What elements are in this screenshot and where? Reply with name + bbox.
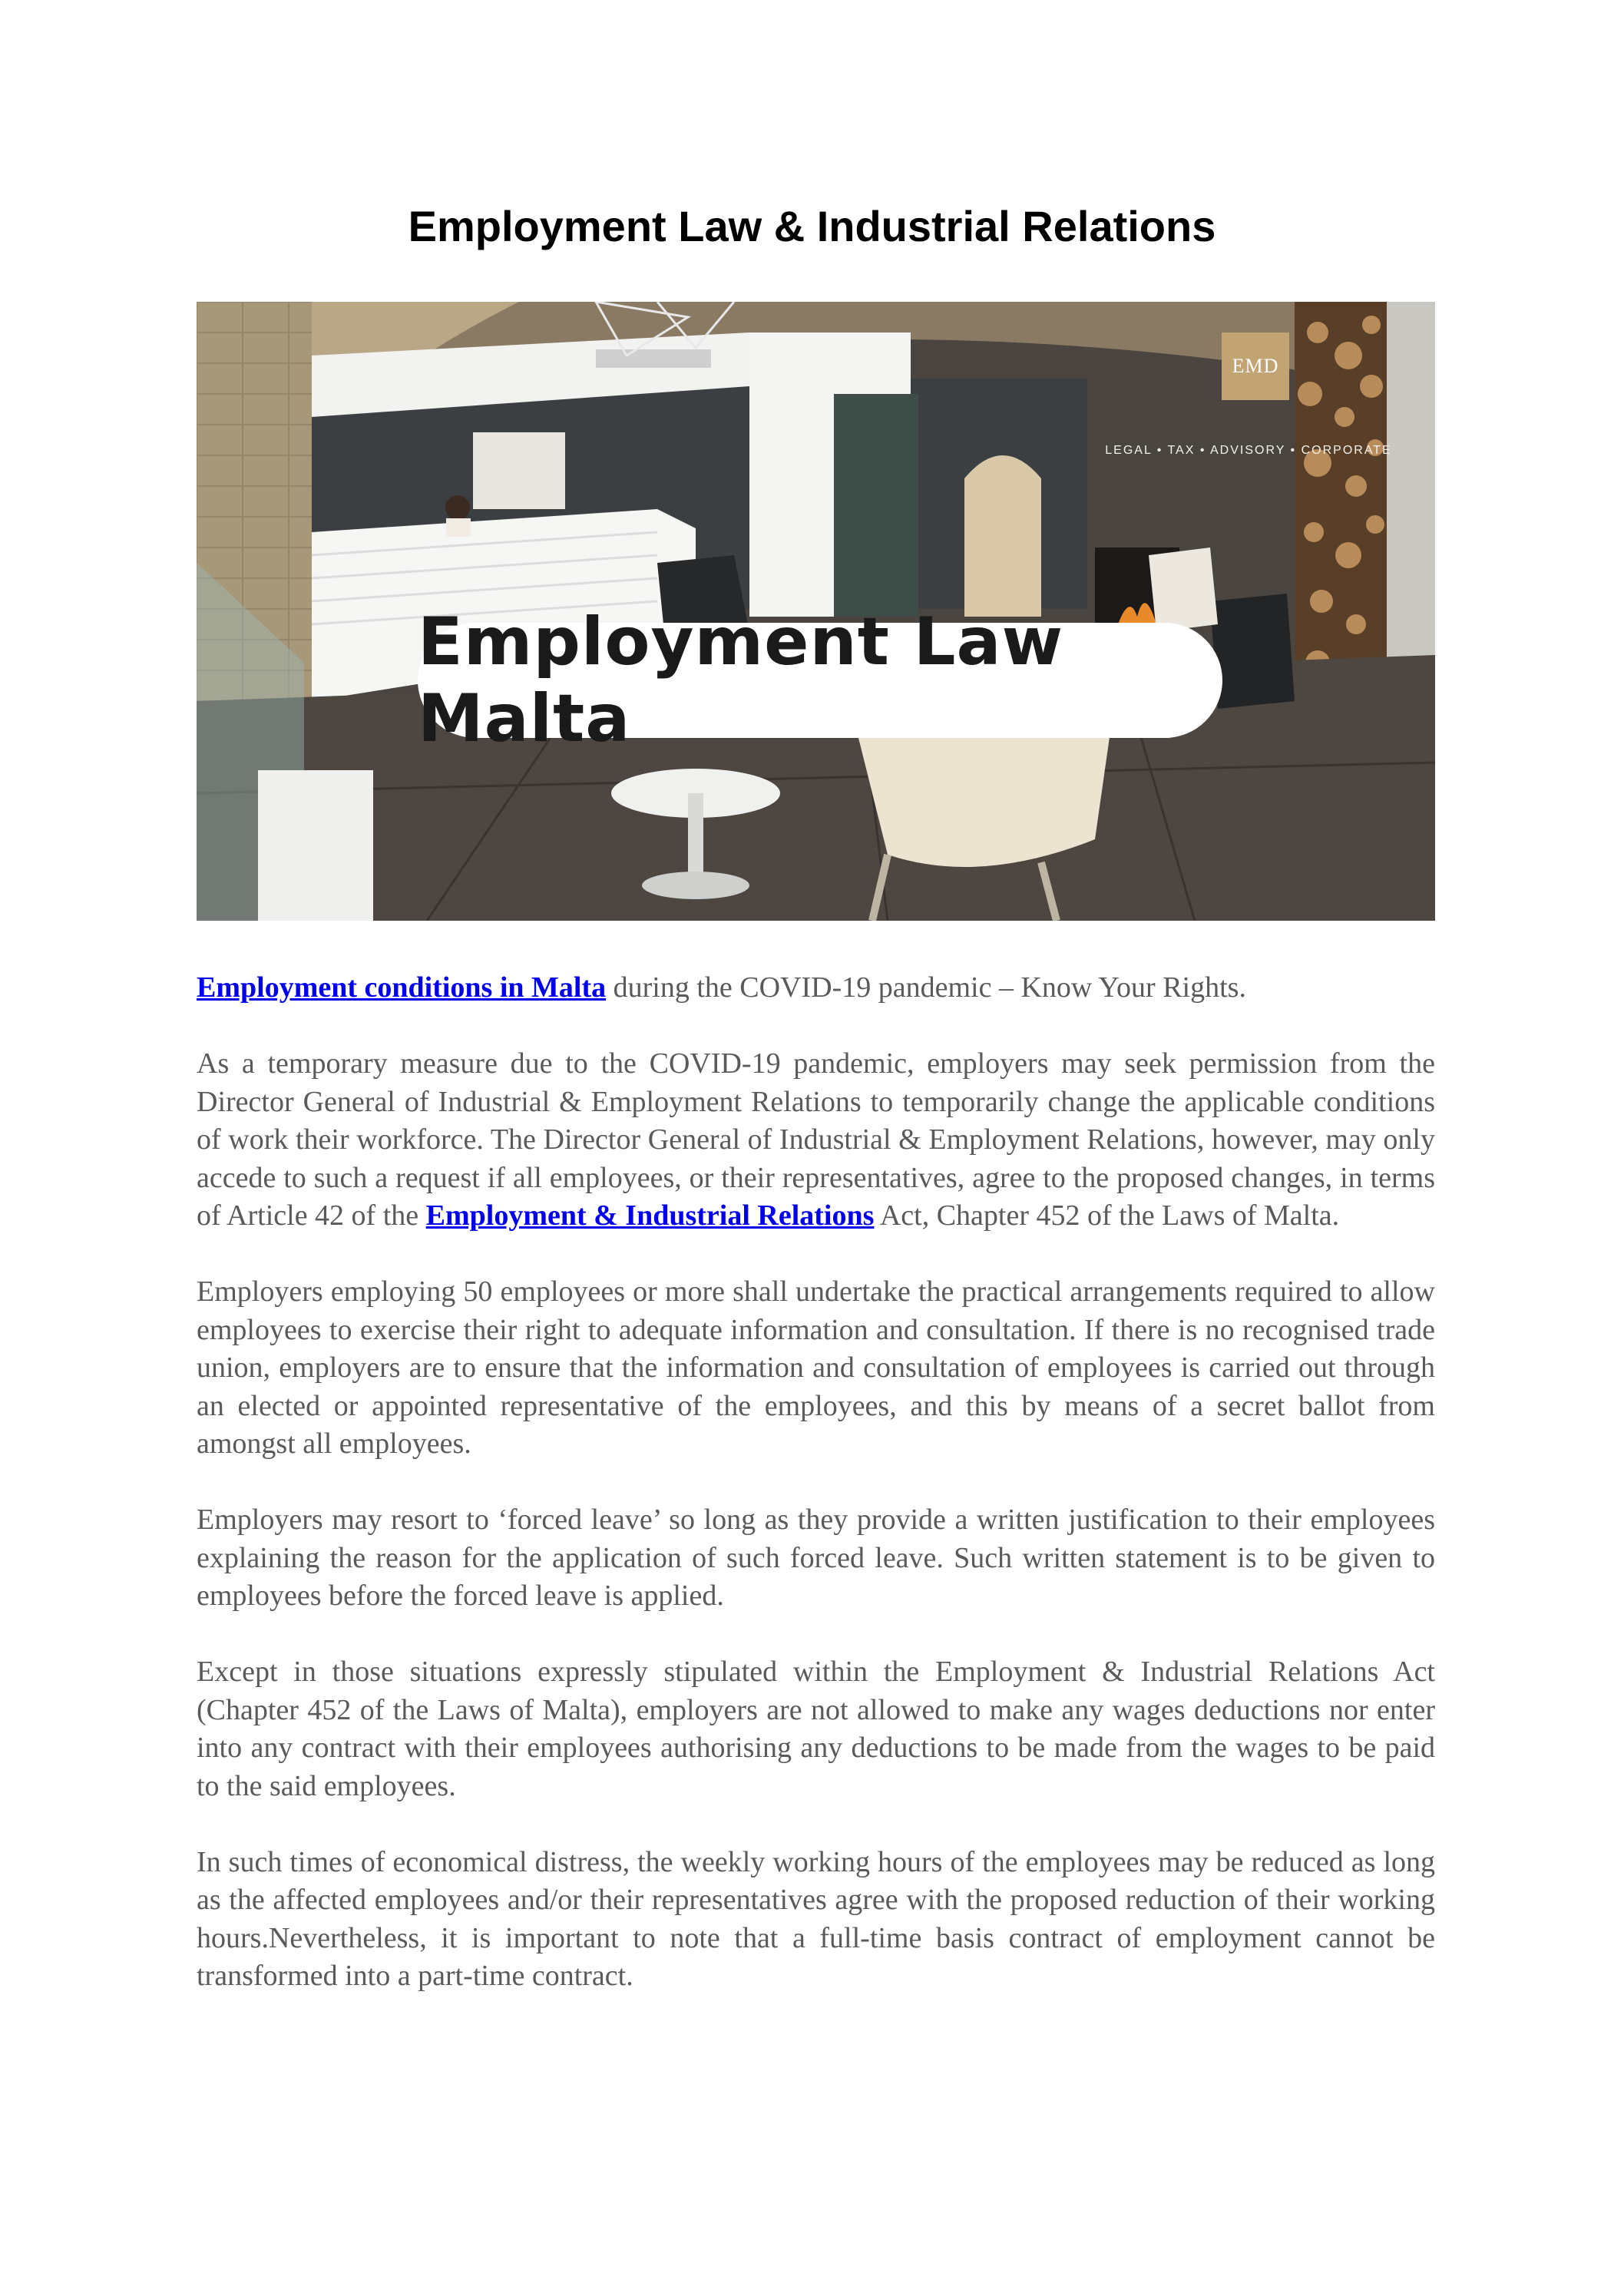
- paragraph-consultation: Employers employing 50 employees or more shall undertake the practical arrangements required to allow employees to exercise their right to adequate information and consultation. If there is no recognised trade union, employers are to ensure that the information and consultation of employees is carried out through an elected or appointed representative of the employees, and this by means of a secret ballot from amongst all employees.: [197, 1275, 1435, 1460]
- page-title: Employment Law & Industrial Relations: [408, 202, 1216, 250]
- hero-overlay-title: Employment Law Malta: [418, 604, 1064, 757]
- article-body: [197, 969, 1435, 2033]
- paragraph-wage-deductions: Except in those situations expressly stipulated within the Employment & Industrial Relations Act (Chapter 452 of the Laws of Malta), employers are not allowed to make any wages deductions nor enter into any contract with their employees authorising any deductions to be made from the wages to be paid to the said employees.: [197, 1656, 1435, 1802]
- hero-image: [197, 302, 1435, 921]
- employment-conditions-link[interactable]: Employment conditions in Malta: [197, 971, 607, 1004]
- paragraph-text: Act, Chapter 452 of the Laws of Malta.: [874, 1199, 1340, 1232]
- intro-paragraph: [197, 969, 1435, 1007]
- paragraph-working-hours: In such times of economical distress, the weekly working hours of the employees may be reduced as long as the affected employees and/or their representatives agree with the proposed reduction of their working hours.Nevertheless, it is important to note that a full-time basis contract of employment cannot be transformed into a part-time contract.: [197, 1845, 1435, 1992]
- emd-logo: EMD: [1222, 332, 1289, 400]
- paragraph-text: As a temporary measure due to the COVID-19 pandemic, employers may seek permission from the Director General of Industrial & Employment Relations to temporarily change the applicable conditions of work their workforce. The Director General of Industrial & Employment Relations, however, may only accede to such a request if all employees, or their representatives, agree to the proposed changes, in terms of Article 42 of the: [197, 1047, 1435, 1232]
- emd-tagline: LEGAL • TAX • ADVISORY • CORPORATE: [1105, 444, 1392, 457]
- employment-industrial-relations-link[interactable]: Employment & Industrial Relations: [425, 1199, 875, 1232]
- hero-overlay-pill: [418, 604, 1222, 757]
- intro-text: during the COVID-19 pandemic – Know Your Rights.: [606, 971, 1246, 1004]
- paragraph-temporary-measure: [197, 1045, 1435, 1236]
- paragraph-forced-leave: Employers may resort to ‘forced leave’ so long as they provide a written justification to their employees explaining the reason for the application of such forced leave. Such written statement is to be given to employees before the forced leave is applied.: [197, 1504, 1435, 1612]
